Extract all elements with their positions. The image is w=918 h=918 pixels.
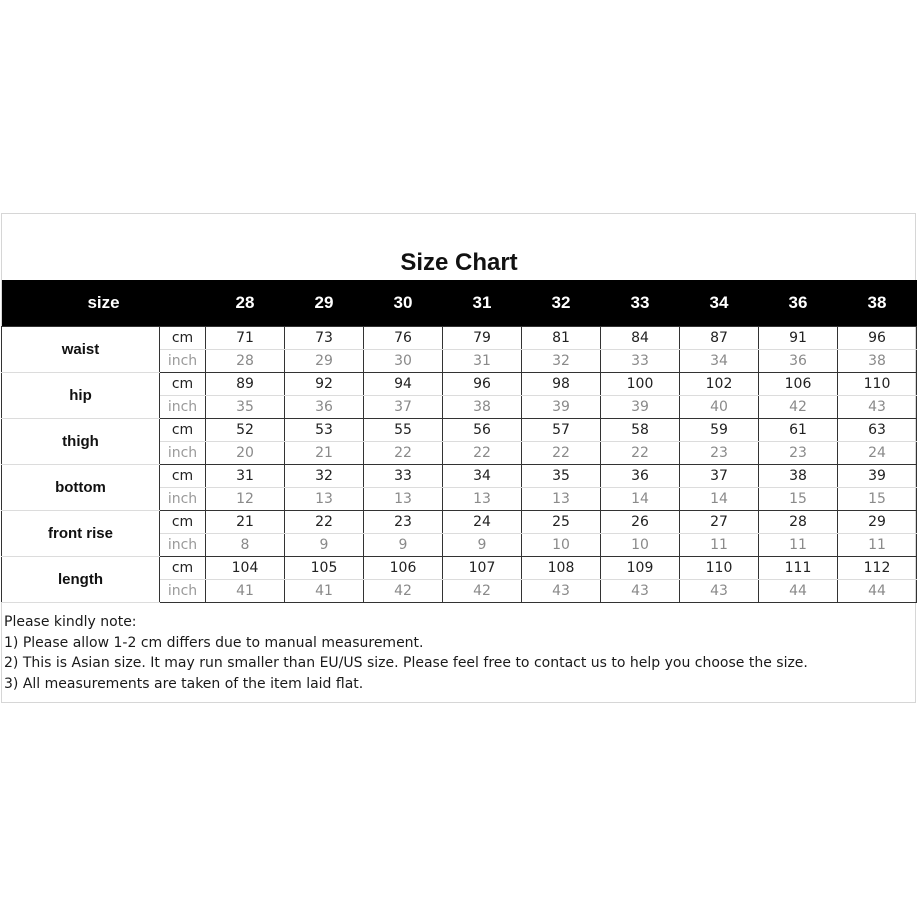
value-cell: 79 — [443, 327, 522, 350]
value-cell: 58 — [601, 419, 680, 442]
value-cell: 21 — [206, 511, 285, 534]
value-cell: 98 — [522, 373, 601, 396]
value-cell: 56 — [443, 419, 522, 442]
value-cell: 11 — [838, 534, 917, 557]
value-cell: 15 — [838, 488, 917, 511]
value-cell: 32 — [285, 465, 364, 488]
value-cell: 89 — [206, 373, 285, 396]
value-cell: 9 — [443, 534, 522, 557]
value-cell: 34 — [680, 350, 759, 373]
value-cell: 39 — [838, 465, 917, 488]
unit-label: cm — [160, 373, 206, 396]
value-cell: 29 — [838, 511, 917, 534]
value-cell: 71 — [206, 327, 285, 350]
unit-label: inch — [160, 580, 206, 603]
value-cell: 76 — [364, 327, 443, 350]
value-cell: 84 — [601, 327, 680, 350]
note-item: 3) All measurements are taken of the item laid flat. — [4, 675, 364, 692]
size-header-cell: 28 — [206, 280, 285, 327]
value-cell: 41 — [206, 580, 285, 603]
value-cell: 43 — [522, 580, 601, 603]
value-cell: 8 — [206, 534, 285, 557]
value-cell: 109 — [601, 557, 680, 580]
size-header-cell: 29 — [285, 280, 364, 327]
value-cell: 24 — [838, 442, 917, 465]
unit-label: cm — [160, 557, 206, 580]
value-cell: 38 — [838, 350, 917, 373]
value-cell: 30 — [364, 350, 443, 373]
value-cell: 26 — [601, 511, 680, 534]
size-header-cell: 32 — [522, 280, 601, 327]
value-cell: 37 — [680, 465, 759, 488]
value-cell: 42 — [759, 396, 838, 419]
note-item: 2) This is Asian size. It may run smaller than EU/US size. Please feel free to contact us to help you choose the size. — [4, 655, 808, 671]
value-cell: 106 — [759, 373, 838, 396]
value-cell: 10 — [522, 534, 601, 557]
value-cell: 53 — [285, 419, 364, 442]
value-cell: 105 — [285, 557, 364, 580]
value-cell: 13 — [285, 488, 364, 511]
value-cell: 9 — [285, 534, 364, 557]
measurement-row-cm — [2, 557, 917, 580]
value-cell: 110 — [838, 373, 917, 396]
size-table — [1, 280, 917, 603]
value-cell: 44 — [759, 580, 838, 603]
size-header-cell: 33 — [601, 280, 680, 327]
value-cell: 33 — [601, 350, 680, 373]
size-header-row — [2, 280, 917, 327]
unit-label: inch — [160, 488, 206, 511]
value-cell: 28 — [759, 511, 838, 534]
unit-label: cm — [160, 419, 206, 442]
value-cell: 81 — [522, 327, 601, 350]
value-cell: 22 — [364, 442, 443, 465]
value-cell: 21 — [285, 442, 364, 465]
unit-label: inch — [160, 350, 206, 373]
size-table-body — [2, 327, 917, 603]
value-cell: 106 — [364, 557, 443, 580]
value-cell: 43 — [680, 580, 759, 603]
measurement-label: hip — [2, 373, 160, 419]
unit-label: inch — [160, 442, 206, 465]
value-cell: 13 — [364, 488, 443, 511]
value-cell: 59 — [680, 419, 759, 442]
value-cell: 9 — [364, 534, 443, 557]
value-cell: 107 — [443, 557, 522, 580]
size-header-cell: 36 — [759, 280, 838, 327]
value-cell: 23 — [364, 511, 443, 534]
unit-label: inch — [160, 534, 206, 557]
value-cell: 24 — [443, 511, 522, 534]
value-cell: 91 — [759, 327, 838, 350]
value-cell: 92 — [285, 373, 364, 396]
unit-label: cm — [160, 327, 206, 350]
value-cell: 28 — [206, 350, 285, 373]
value-cell: 96 — [838, 327, 917, 350]
measurement-label: bottom — [2, 465, 160, 511]
value-cell: 111 — [759, 557, 838, 580]
value-cell: 22 — [285, 511, 364, 534]
value-cell: 61 — [759, 419, 838, 442]
value-cell: 15 — [759, 488, 838, 511]
value-cell: 42 — [443, 580, 522, 603]
measurement-label: thigh — [2, 419, 160, 465]
value-cell: 22 — [522, 442, 601, 465]
size-header-cell: 38 — [838, 280, 917, 327]
value-cell: 37 — [364, 396, 443, 419]
value-cell: 22 — [443, 442, 522, 465]
value-cell: 36 — [759, 350, 838, 373]
value-cell: 102 — [680, 373, 759, 396]
value-cell: 23 — [759, 442, 838, 465]
value-cell: 11 — [680, 534, 759, 557]
value-cell: 100 — [601, 373, 680, 396]
note-item: 1) Please allow 1-2 cm differs due to manual measurement. — [4, 634, 424, 651]
value-cell: 40 — [680, 396, 759, 419]
value-cell: 12 — [206, 488, 285, 511]
measurement-label: length — [2, 557, 160, 603]
value-cell: 104 — [206, 557, 285, 580]
value-cell: 22 — [601, 442, 680, 465]
measurement-row-cm — [2, 465, 917, 488]
measurement-row-cm — [2, 373, 917, 396]
size-header-cell: 30 — [364, 280, 443, 327]
value-cell: 36 — [285, 396, 364, 419]
value-cell: 29 — [285, 350, 364, 373]
unit-label: cm — [160, 511, 206, 534]
size-header-cell: 34 — [680, 280, 759, 327]
size-header-cell: 31 — [443, 280, 522, 327]
value-cell: 23 — [680, 442, 759, 465]
value-cell: 13 — [443, 488, 522, 511]
value-cell: 11 — [759, 534, 838, 557]
value-cell: 44 — [838, 580, 917, 603]
measurement-label: waist — [2, 327, 160, 373]
value-cell: 20 — [206, 442, 285, 465]
value-cell: 25 — [522, 511, 601, 534]
value-cell: 32 — [522, 350, 601, 373]
unit-label: inch — [160, 396, 206, 419]
value-cell: 39 — [601, 396, 680, 419]
value-cell: 52 — [206, 419, 285, 442]
value-cell: 43 — [601, 580, 680, 603]
value-cell: 63 — [838, 419, 917, 442]
value-cell: 38 — [759, 465, 838, 488]
unit-label: cm — [160, 465, 206, 488]
value-cell: 38 — [443, 396, 522, 419]
value-cell: 73 — [285, 327, 364, 350]
measurement-row-cm — [2, 511, 917, 534]
size-header-label: size — [2, 280, 206, 327]
value-cell: 112 — [838, 557, 917, 580]
measurement-row-cm — [2, 419, 917, 442]
value-cell: 110 — [680, 557, 759, 580]
value-cell: 55 — [364, 419, 443, 442]
value-cell: 43 — [838, 396, 917, 419]
value-cell: 94 — [364, 373, 443, 396]
value-cell: 39 — [522, 396, 601, 419]
value-cell: 41 — [285, 580, 364, 603]
value-cell: 14 — [680, 488, 759, 511]
value-cell: 57 — [522, 419, 601, 442]
value-cell: 36 — [601, 465, 680, 488]
value-cell: 35 — [206, 396, 285, 419]
value-cell: 35 — [522, 465, 601, 488]
value-cell: 14 — [601, 488, 680, 511]
measurement-row-cm — [2, 327, 917, 350]
value-cell: 31 — [443, 350, 522, 373]
notes-section — [4, 612, 904, 694]
value-cell: 10 — [601, 534, 680, 557]
value-cell: 34 — [443, 465, 522, 488]
value-cell: 31 — [206, 465, 285, 488]
notes-heading: Please kindly note: — [4, 614, 137, 630]
value-cell: 96 — [443, 373, 522, 396]
value-cell: 27 — [680, 511, 759, 534]
value-cell: 33 — [364, 465, 443, 488]
value-cell: 108 — [522, 557, 601, 580]
chart-title: Size Chart — [400, 249, 518, 276]
value-cell: 42 — [364, 580, 443, 603]
value-cell: 13 — [522, 488, 601, 511]
measurement-label: front rise — [2, 511, 160, 557]
value-cell: 87 — [680, 327, 759, 350]
